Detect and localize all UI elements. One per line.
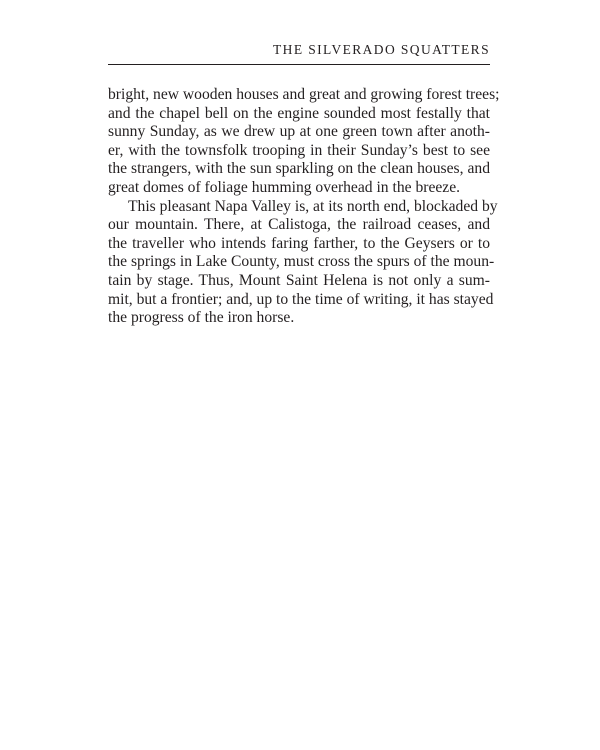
text-line: and the chapel bell on the engine sounded most festally that bbox=[108, 104, 490, 122]
header-rule bbox=[108, 64, 490, 65]
paragraph-1 bbox=[108, 86, 500, 198]
text-line: sunny Sunday, as we drew up at one green town after anoth- bbox=[108, 123, 490, 141]
paragraph-2 bbox=[108, 197, 498, 328]
text-line: tain by stage. Thus, Mount Saint Helena is not only a sum- bbox=[108, 271, 490, 289]
text-line: bright, new wooden houses and great and growing forest trees; bbox=[108, 86, 500, 103]
text-line: mit, but a frontier; and, up to the time of writing, it has stayed bbox=[108, 290, 494, 308]
text-line: our mountain. There, at Calistoga, the railroad ceases, and bbox=[108, 216, 490, 234]
running-head: THE SILVERADO SQUATTERS bbox=[273, 42, 490, 57]
text-line: the traveller who intends faring farther, to the Geysers or to bbox=[108, 234, 490, 252]
text-line: er, with the townsfolk trooping in their Sunday’s best to see bbox=[108, 141, 490, 159]
text-line: the springs in Lake County, must cross the spurs of the moun- bbox=[108, 253, 495, 271]
body-text bbox=[108, 86, 500, 328]
text-line: the strangers, with the sun sparkling on the clean houses, and bbox=[108, 160, 490, 178]
text-line: the progress of the iron horse. bbox=[108, 309, 295, 327]
text-line: This pleasant Napa Valley is, at its north end, blockaded by bbox=[128, 197, 498, 215]
text-line: great domes of foliage humming overhead in the breeze. bbox=[108, 178, 461, 196]
